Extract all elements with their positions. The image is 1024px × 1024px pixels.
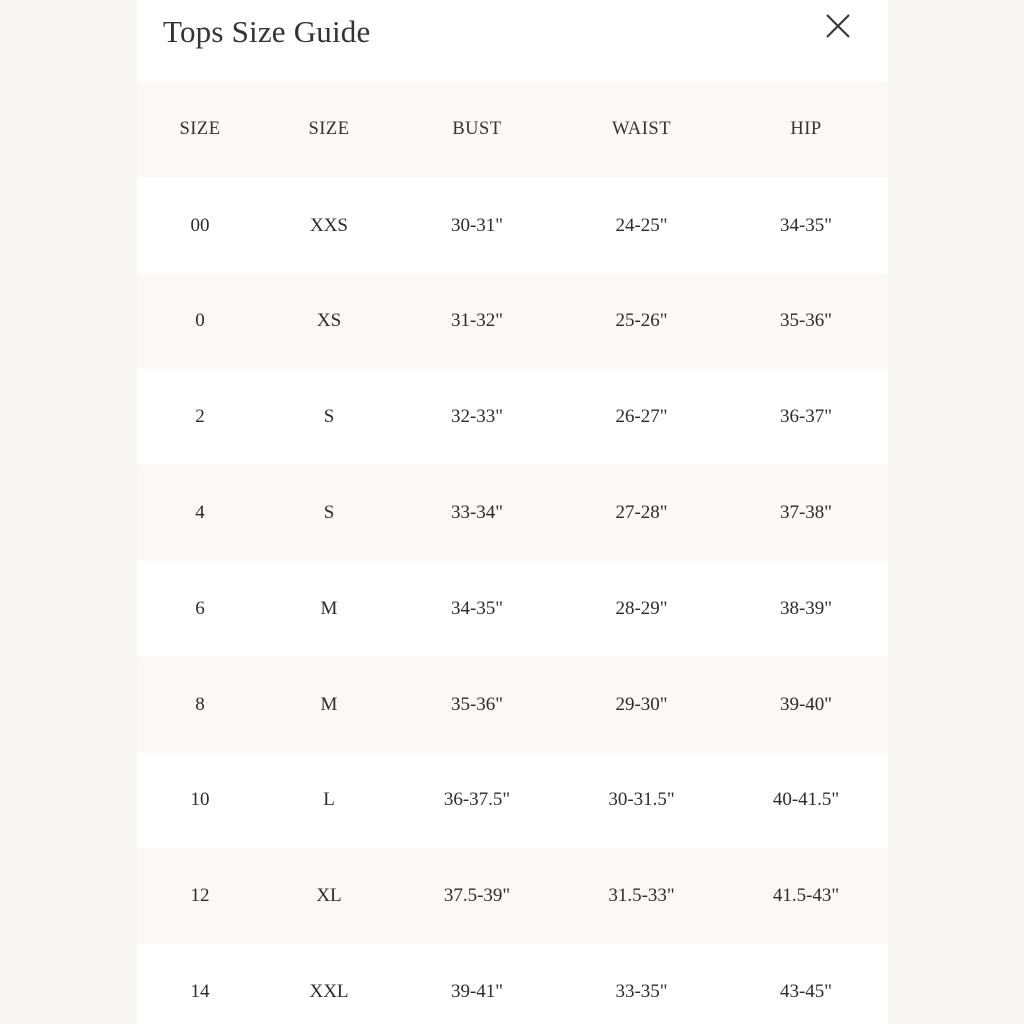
table-row: [137, 753, 888, 849]
close-button[interactable]: [824, 12, 852, 40]
hip-cell: 39-40": [779, 693, 833, 715]
size-number-cell: 12: [190, 885, 210, 907]
size-number-cell: 2: [195, 406, 205, 428]
table-row: [137, 944, 888, 1024]
size-number-cell: 00: [190, 214, 210, 236]
bust-cell: 35-36": [450, 693, 504, 715]
hip-cell: 38-39": [779, 597, 833, 619]
size-letter-cell: L: [323, 789, 335, 811]
bust-cell: 37.5-39": [443, 885, 511, 907]
size-letter-cell: M: [320, 597, 338, 619]
column-header-waist: WAIST: [611, 119, 672, 140]
waist-cell: 31.5-33": [608, 885, 675, 907]
column-header-bust: BUST: [452, 119, 502, 140]
hip-cell: 37-38": [779, 502, 833, 524]
size-number-cell: 10: [190, 789, 210, 811]
size-letter-cell: XS: [316, 310, 342, 332]
bust-cell: 34-35": [450, 597, 504, 619]
size-number-cell: 14: [190, 981, 210, 1003]
table-row: [137, 274, 888, 370]
hip-cell: 35-36": [779, 310, 833, 332]
column-header-size-number: SIZE: [179, 119, 221, 140]
close-icon: [824, 12, 852, 40]
waist-cell: 25-26": [615, 310, 668, 332]
size-letter-cell: XXL: [309, 981, 349, 1003]
table-row: [137, 465, 888, 561]
bust-cell: 32-33": [450, 406, 504, 428]
waist-cell: 27-28": [615, 502, 668, 524]
waist-cell: 33-35": [615, 981, 668, 1003]
waist-cell: 26-27": [615, 406, 668, 428]
size-letter-cell: S: [323, 502, 335, 524]
modal-header: [137, 0, 888, 82]
waist-cell: 28-29": [615, 597, 668, 619]
size-number-cell: 0: [195, 310, 205, 332]
size-letter-cell: S: [323, 406, 335, 428]
size-number-cell: 4: [195, 502, 205, 524]
bust-cell: 31-32": [450, 310, 504, 332]
size-number-cell: 6: [195, 597, 205, 619]
hip-cell: 43-45": [779, 981, 833, 1003]
bust-cell: 30-31": [450, 214, 504, 236]
column-header-hip: HIP: [790, 119, 822, 140]
hip-cell: 36-37": [779, 406, 833, 428]
size-table: [137, 82, 888, 1024]
size-letter-cell: M: [320, 693, 338, 715]
size-letter-cell: XXS: [309, 214, 348, 236]
column-header-size-letter: SIZE: [308, 119, 350, 140]
table-row: [137, 369, 888, 465]
table-row: [137, 657, 888, 753]
size-letter-cell: XL: [316, 885, 342, 907]
size-number-cell: 8: [195, 693, 205, 715]
waist-cell: 24-25": [615, 214, 668, 236]
table-row: [137, 561, 888, 657]
size-guide-modal: [137, 0, 888, 1024]
table-row: [137, 848, 888, 944]
bust-cell: 33-34": [450, 502, 504, 524]
hip-cell: 34-35": [779, 214, 833, 236]
waist-cell: 30-31.5": [608, 789, 675, 811]
table-header-row: [137, 82, 888, 178]
table-row: [137, 178, 888, 274]
hip-cell: 40-41.5": [772, 789, 840, 811]
modal-title: Tops Size Guide: [163, 14, 371, 49]
bust-cell: 39-41": [450, 981, 504, 1003]
waist-cell: 29-30": [615, 693, 668, 715]
hip-cell: 41.5-43": [772, 885, 840, 907]
bust-cell: 36-37.5": [443, 789, 511, 811]
